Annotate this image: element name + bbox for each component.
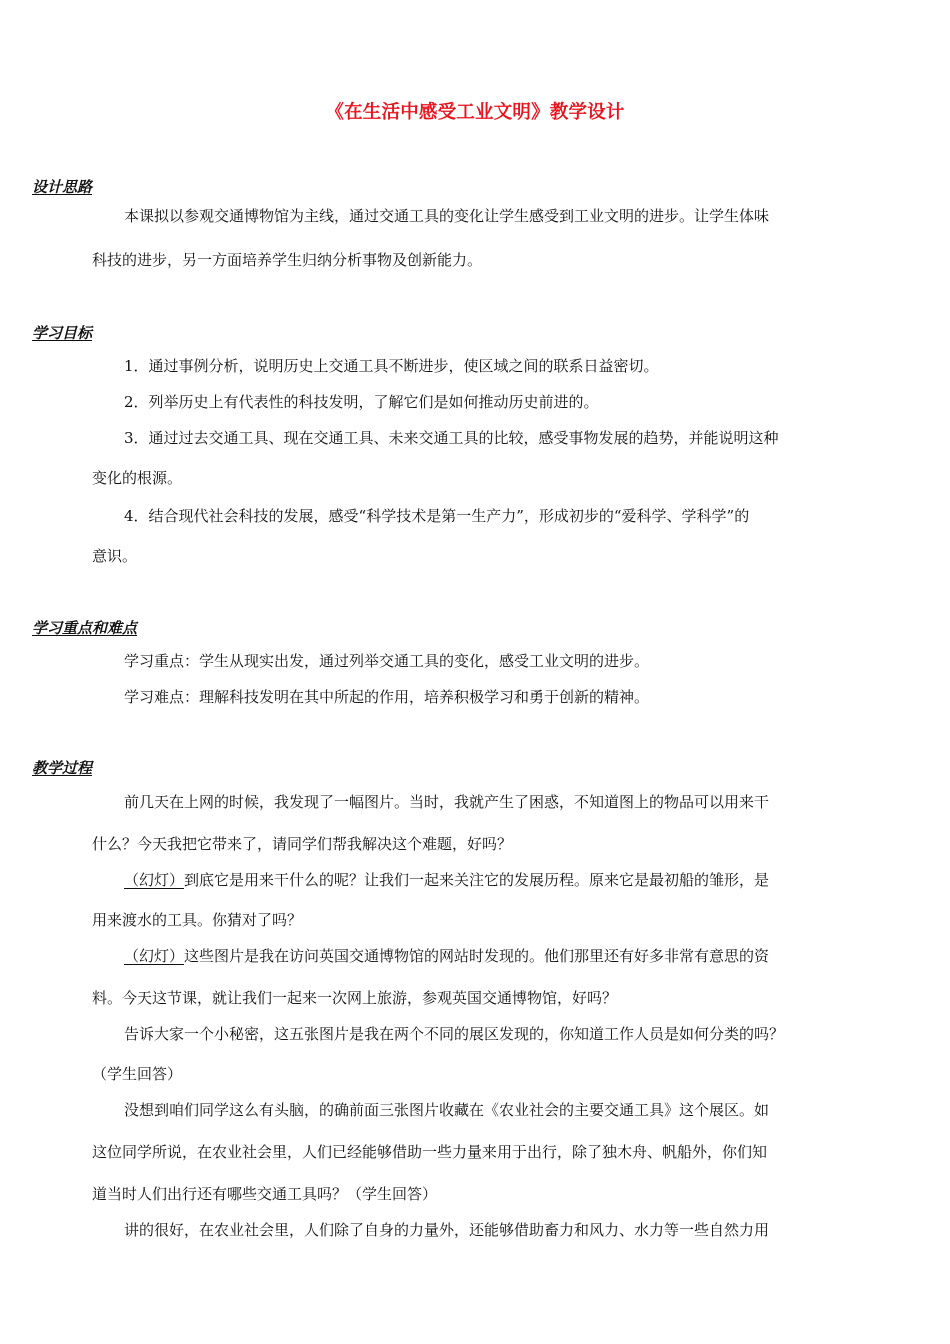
paragraph-line: 没想到咱们同学这么有头脑，的确前面三张图片收藏在《农业社会的主要交通工具》这个展区。如: [124, 1101, 770, 1119]
paragraph-line: 讲的很好，在农业社会里，人们除了自身的力量外，还能够借助畜力和风力、水力等一些自然力用: [124, 1221, 770, 1239]
paragraph-line: 道当时人们出行还有哪些交通工具吗？（学生回答）: [92, 1185, 438, 1203]
difficult-point-line: 学习难点：理解科技发明在其中所起的作用，培养积极学习和勇于创新的精神。: [124, 688, 650, 706]
goal-item: 2．列举历史上有代表性的科技发明，了解它们是如何推动历史前进的。: [124, 393, 599, 411]
slide-tag: （幻灯）: [124, 947, 185, 965]
heading-key-and-difficult-points: 学习重点和难点: [32, 619, 138, 637]
document-title: 《在生活中感受工业文明》教学设计: [325, 102, 625, 123]
heading-design-ideas: 设计思路: [32, 178, 93, 196]
paragraph-line: 本课拟以参观交通博物馆为主线，通过交通工具的变化让学生感受到工业文明的进步。让学生体味: [124, 207, 770, 225]
heading-teaching-process: 教学过程: [32, 759, 93, 777]
paragraph-line: （幻灯）这些图片是我在访问英国交通博物馆的网站时发现的。他们那里还有好多非常有意思的资: [124, 947, 770, 965]
goal-item: 3．通过过去交通工具、现在交通工具、未来交通工具的比较，感受事物发展的趋势，并能说明这种: [124, 429, 779, 447]
paragraph-line: 这位同学所说，在农业社会里，人们已经能够借助一些力量来用于出行，除了独木舟、帆船外，你们知: [92, 1143, 768, 1161]
paragraph-line: 科技的进步，另一方面培养学生归纳分析事物及创新能力。: [92, 251, 483, 269]
key-point-line: 学习重点：学生从现实出发，通过列举交通工具的变化，感受工业文明的进步。: [124, 652, 650, 670]
paragraph-line: 用来渡水的工具。你猜对了吗？: [92, 911, 303, 929]
paragraph-line: 前几天在上网的时候，我发现了一幅图片。当时，我就产生了困惑，不知道图上的物品可以用来干: [124, 793, 770, 811]
paragraph-line: 料。今天这节课，就让我们一起来一次网上旅游，参观英国交通博物馆，好吗？: [92, 989, 618, 1007]
paragraph-line: 什么？今天我把它带来了，请同学们帮我解决这个难题，好吗？: [92, 835, 513, 853]
paragraph-line: （学生回答）: [92, 1065, 183, 1083]
paragraph-line: 告诉大家一个小秘密，这五张图片是我在两个不同的展区发现的，你知道工作人员是如何分类的吗？: [124, 1025, 785, 1043]
goal-item-continued: 意识。: [92, 547, 138, 565]
slide-tag: （幻灯）: [124, 871, 185, 889]
goal-item-continued: 变化的根源。: [92, 469, 183, 487]
goal-item: 1．通过事例分析，说明历史上交通工具不断进步，使区域之间的联系日益密切。: [124, 357, 659, 375]
paragraph-line: （幻灯）到底它是用来干什么的呢？让我们一起来关注它的发展历程。原来它是最初船的雏形，是: [124, 871, 770, 889]
goal-item: 4．结合现代社会科技的发展，感受“科学技术是第一生产力”，形成初步的“爱科学、学科学”的: [124, 507, 750, 525]
heading-learning-goals: 学习目标: [32, 324, 93, 342]
